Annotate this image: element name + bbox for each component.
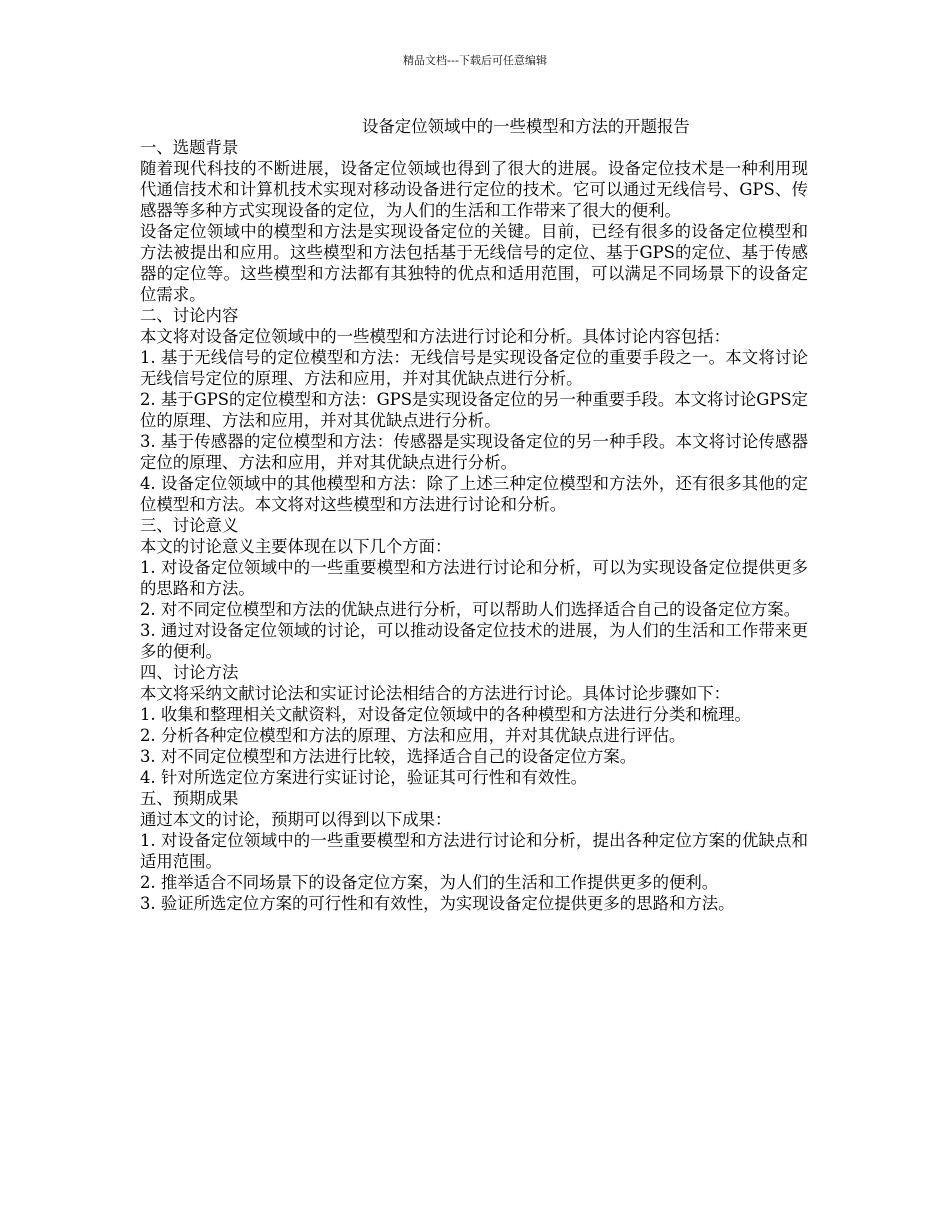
section-heading: 四、讨论方法: [140, 663, 239, 682]
list-item: 3. 对不同定位模型和方法进行比较，选择适合自己的设备定位方案。: [140, 747, 637, 766]
list-item: 3. 基于传感器的定位模型和方法：传感器是实现设备定位的另一种手段。本文将讨论传感器定位的原理、方法和应用，并对其优缺点进行分析。: [140, 432, 808, 472]
section-heading: 一、选题背景: [140, 138, 239, 157]
section-heading: 五、预期成果: [140, 789, 239, 808]
section-outcomes: [140, 788, 808, 914]
document-title: 设备定位领域中的一些模型和方法的开题报告: [362, 117, 690, 136]
section-significance: [140, 515, 808, 662]
paragraph: 本文将采纳文献讨论法和实证讨论法相结合的方法进行讨论。具体讨论步骤如下：: [140, 684, 731, 703]
list-item: 4. 针对所选定位方案进行实证讨论，验证其可行性和有效性。: [140, 768, 588, 787]
list-item: 4. 设备定位领域中的其他模型和方法：除了上述三种定位模型和方法外，还有很多其他的定位模型和方法。本文将对这些模型和方法进行讨论和分析。: [140, 474, 808, 514]
list-item: 1. 基于无线信号的定位模型和方法：无线信号是实现设备定位的重要手段之一。本文将讨论无线信号定位的原理、方法和应用，并对其优缺点进行分析。: [140, 348, 808, 388]
paragraph: 随着现代科技的不断进展，设备定位领域也得到了很大的进展。设备定位技术是一种利用现代通信技术和计算机技术实现对移动设备进行定位的技术。它可以通过无线信号、GPS、传感器等多种方式实现设备的定位，为人们的生活和工作带来了很大的便利。: [140, 159, 808, 220]
section-content: [140, 305, 808, 515]
list-item: 2. 基于GPS的定位模型和方法：GPS是实现设备定位的另一种重要手段。本文将讨论GPS定位的原理、方法和应用，并对其优缺点进行分析。: [140, 390, 808, 430]
page-header-note: 精品文档---下载后可任意编辑: [403, 54, 547, 67]
paragraph: 本文的讨论意义主要体现在以下几个方面：: [140, 537, 452, 556]
list-item: 2. 对不同定位模型和方法的优缺点进行分析，可以帮助人们选择适合自己的设备定位方案。: [140, 600, 801, 619]
paragraph: 通过本文的讨论，预期可以得到以下成果：: [140, 810, 452, 829]
section-heading: 三、讨论意义: [140, 516, 239, 535]
list-item: 1. 对设备定位领域中的一些重要模型和方法进行讨论和分析，提出各种定位方案的优缺点和适用范围。: [140, 831, 808, 871]
list-item: 1. 对设备定位领域中的一些重要模型和方法进行讨论和分析，可以为实现设备定位提供更多的思路和方法。: [140, 558, 808, 598]
paragraph: 本文将对设备定位领域中的一些模型和方法进行讨论和分析。具体讨论内容包括：: [140, 327, 731, 346]
list-item: 2. 分析各种定位模型和方法的原理、方法和应用，并对其优缺点进行评估。: [140, 726, 686, 745]
section-heading: 二、讨论内容: [140, 306, 239, 325]
list-item: 1. 收集和整理相关文献资料，对设备定位领域中的各种模型和方法进行分类和梳理。: [140, 705, 751, 724]
document-body: [140, 116, 808, 914]
list-item: 3. 通过对设备定位领域的讨论，可以推动设备定位技术的进展，为人们的生活和工作带来更多的便利。: [140, 621, 808, 661]
list-item: 2. 推举适合不同场景下的设备定位方案，为人们的生活和工作提供更多的便利。: [140, 873, 719, 892]
section-method: [140, 662, 808, 788]
section-background: [140, 137, 808, 305]
list-item: 3. 验证所选定位方案的可行性和有效性，为实现设备定位提供更多的思路和方法。: [140, 894, 735, 913]
paragraph: 设备定位领域中的模型和方法是实现设备定位的关键。目前，已经有很多的设备定位模型和方法被提出和应用。这些模型和方法包括基于无线信号的定位、基于GPS的定位、基于传感器的定位等。这些模型和方法都有其独特的优点和适用范围，可以满足不同场景下的设备定位需求。: [140, 222, 808, 304]
